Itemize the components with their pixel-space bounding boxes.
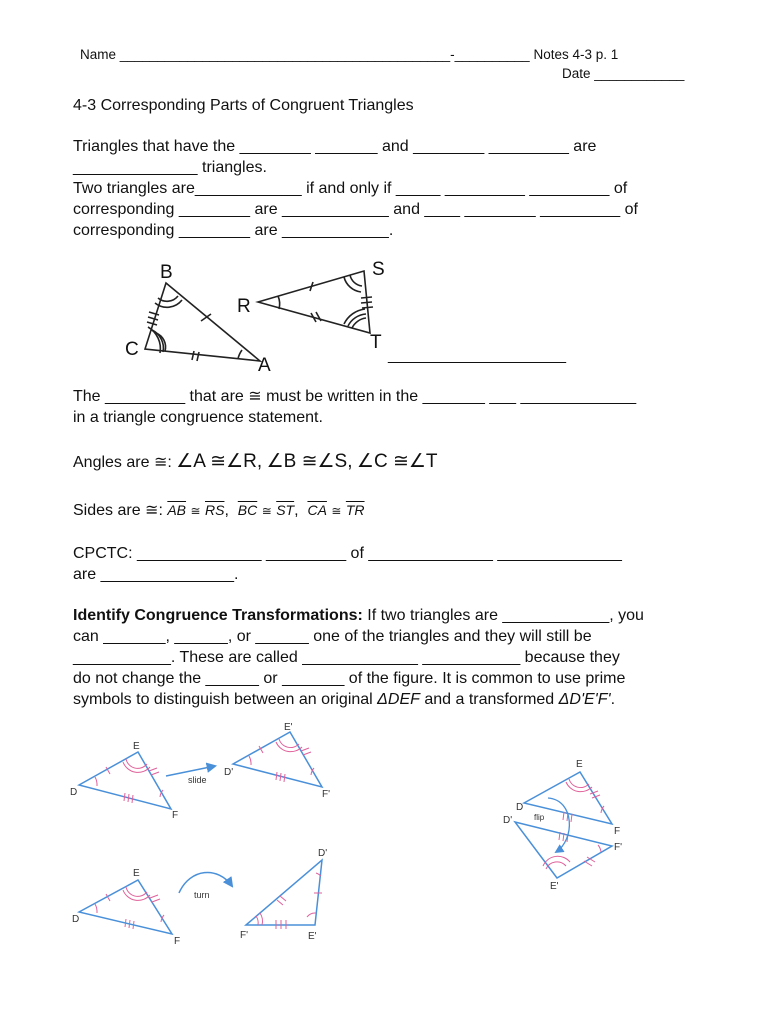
definition-line-3: Two triangles are____________ if and only if _____ _________ _________ of — [73, 180, 628, 197]
slide-label-f: F — [172, 810, 179, 821]
angle-pair-a-r: ∠A ≅∠R, — [176, 451, 263, 472]
transformations-line-1-rest: If two triangles are ____________, you — [362, 607, 644, 624]
segment-ab: $\overline{AB}$ — [167, 502, 187, 518]
flip-label-d-prime: D' — [503, 815, 513, 826]
turn-label-d: D — [72, 914, 80, 925]
turn-label-e-prime: E' — [308, 931, 317, 942]
vertex-label-b: B — [160, 262, 173, 283]
flip-label-e: E — [576, 759, 583, 770]
cpctc-line-2: are _______________. — [73, 566, 239, 583]
vertex-label-s: S — [372, 259, 385, 280]
angles-prefix: Angles are ≅: — [73, 454, 177, 471]
cong-symbol: ≅ — [261, 504, 272, 518]
slide-label-e: E — [133, 741, 140, 752]
cong-symbol: ≅ — [190, 504, 201, 518]
segment-rs: $\overline{RS}$ — [205, 502, 225, 518]
triangle-def-prime: ΔD'E'F' — [558, 691, 611, 708]
definition-line-2: ______________ triangles. — [73, 159, 267, 176]
turn-label-f-prime: F' — [240, 930, 249, 941]
flip-label-f: F — [614, 826, 621, 837]
angle-pair-b-s: ∠B ≅∠S, — [266, 451, 353, 472]
sides-prefix: Sides are ≅: — [73, 502, 168, 519]
segment-bc: $\overline{BC}$ — [237, 502, 258, 518]
name-date-line: Name ____________________________________________-__________ Notes 4-3 p. 1 — [80, 47, 619, 62]
definition-line-5: corresponding ________ are ____________. — [73, 222, 394, 239]
flip-triangles — [515, 772, 612, 878]
segment-st: $\overline{ST}$ — [276, 502, 295, 518]
turn-label-e: E — [133, 868, 140, 879]
turn-label-f: F — [174, 936, 181, 947]
angle-pair-c-t: ∠C ≅∠T — [356, 451, 438, 472]
congruence-statement-blank: ____________________ — [388, 347, 566, 364]
vertex-label-a: A — [258, 355, 271, 376]
vertex-label-t: T — [370, 332, 382, 353]
vertex-label-r: R — [237, 296, 251, 317]
vertex-label-c: C — [125, 339, 139, 360]
definition-line-4: corresponding ________ are ____________ and ____ ________ _________ of — [73, 201, 638, 218]
date-line: Date ____________ — [562, 66, 685, 81]
separator: , — [224, 502, 229, 519]
transformations-heading: Identify Congruence Transformations: — [73, 607, 363, 624]
triangle-def: ΔDEF — [377, 691, 420, 708]
transformations-line-5-c: . — [610, 691, 616, 708]
segment-tr: $\overline{TR}$ — [345, 502, 365, 518]
separator: , — [294, 502, 299, 519]
slide-image-triangle — [233, 732, 322, 787]
slide-label-e-prime: E' — [284, 722, 293, 733]
segment-ca: $\overline{CA}$ — [307, 502, 327, 518]
slide-original-triangle — [79, 752, 171, 809]
statement-line-2: in a triangle congruence statement. — [73, 409, 323, 426]
cpctc-line-1: CPCTC: ______________ _________ of ______________ ______________ — [73, 545, 622, 562]
turn-caption: turn — [194, 890, 210, 900]
slide-label-d-prime: D' — [224, 767, 234, 778]
turn-original-triangle — [79, 880, 172, 934]
turn-image-triangle — [246, 860, 322, 929]
slide-label-f-prime: F' — [322, 789, 331, 800]
flip-label-d: D — [516, 802, 524, 813]
transformations-line-3: ___________. These are called _____________ ___________ because they — [73, 649, 620, 666]
flip-label-f-prime: F' — [614, 842, 623, 853]
statement-line-1: The _________ that are ≅ must be written in the _______ ___ _____________ — [73, 388, 637, 405]
transformations-line-2: can _______, ______, or ______ one of the triangles and they will still be — [73, 628, 592, 645]
flip-caption: flip — [534, 813, 545, 822]
transformations-line-5-b: and a transformed — [419, 691, 559, 708]
definition-line-1: Triangles that have the ________ _______ and ________ _________ are — [73, 138, 597, 155]
cong-symbol: ≅ — [331, 504, 342, 518]
turn-label-d-prime: D' — [318, 848, 328, 859]
slide-label-d: D — [70, 787, 78, 798]
slide-caption: slide — [188, 775, 207, 785]
page-title: 4-3 Corresponding Parts of Congruent Triangles — [73, 97, 414, 114]
flip-label-e-prime: E' — [550, 881, 559, 892]
transformations-line-5-a: symbols to distinguish between an original — [73, 691, 378, 708]
transformations-line-4: do not change the ______ or _______ of the figure. It is common to use prime — [73, 670, 626, 687]
